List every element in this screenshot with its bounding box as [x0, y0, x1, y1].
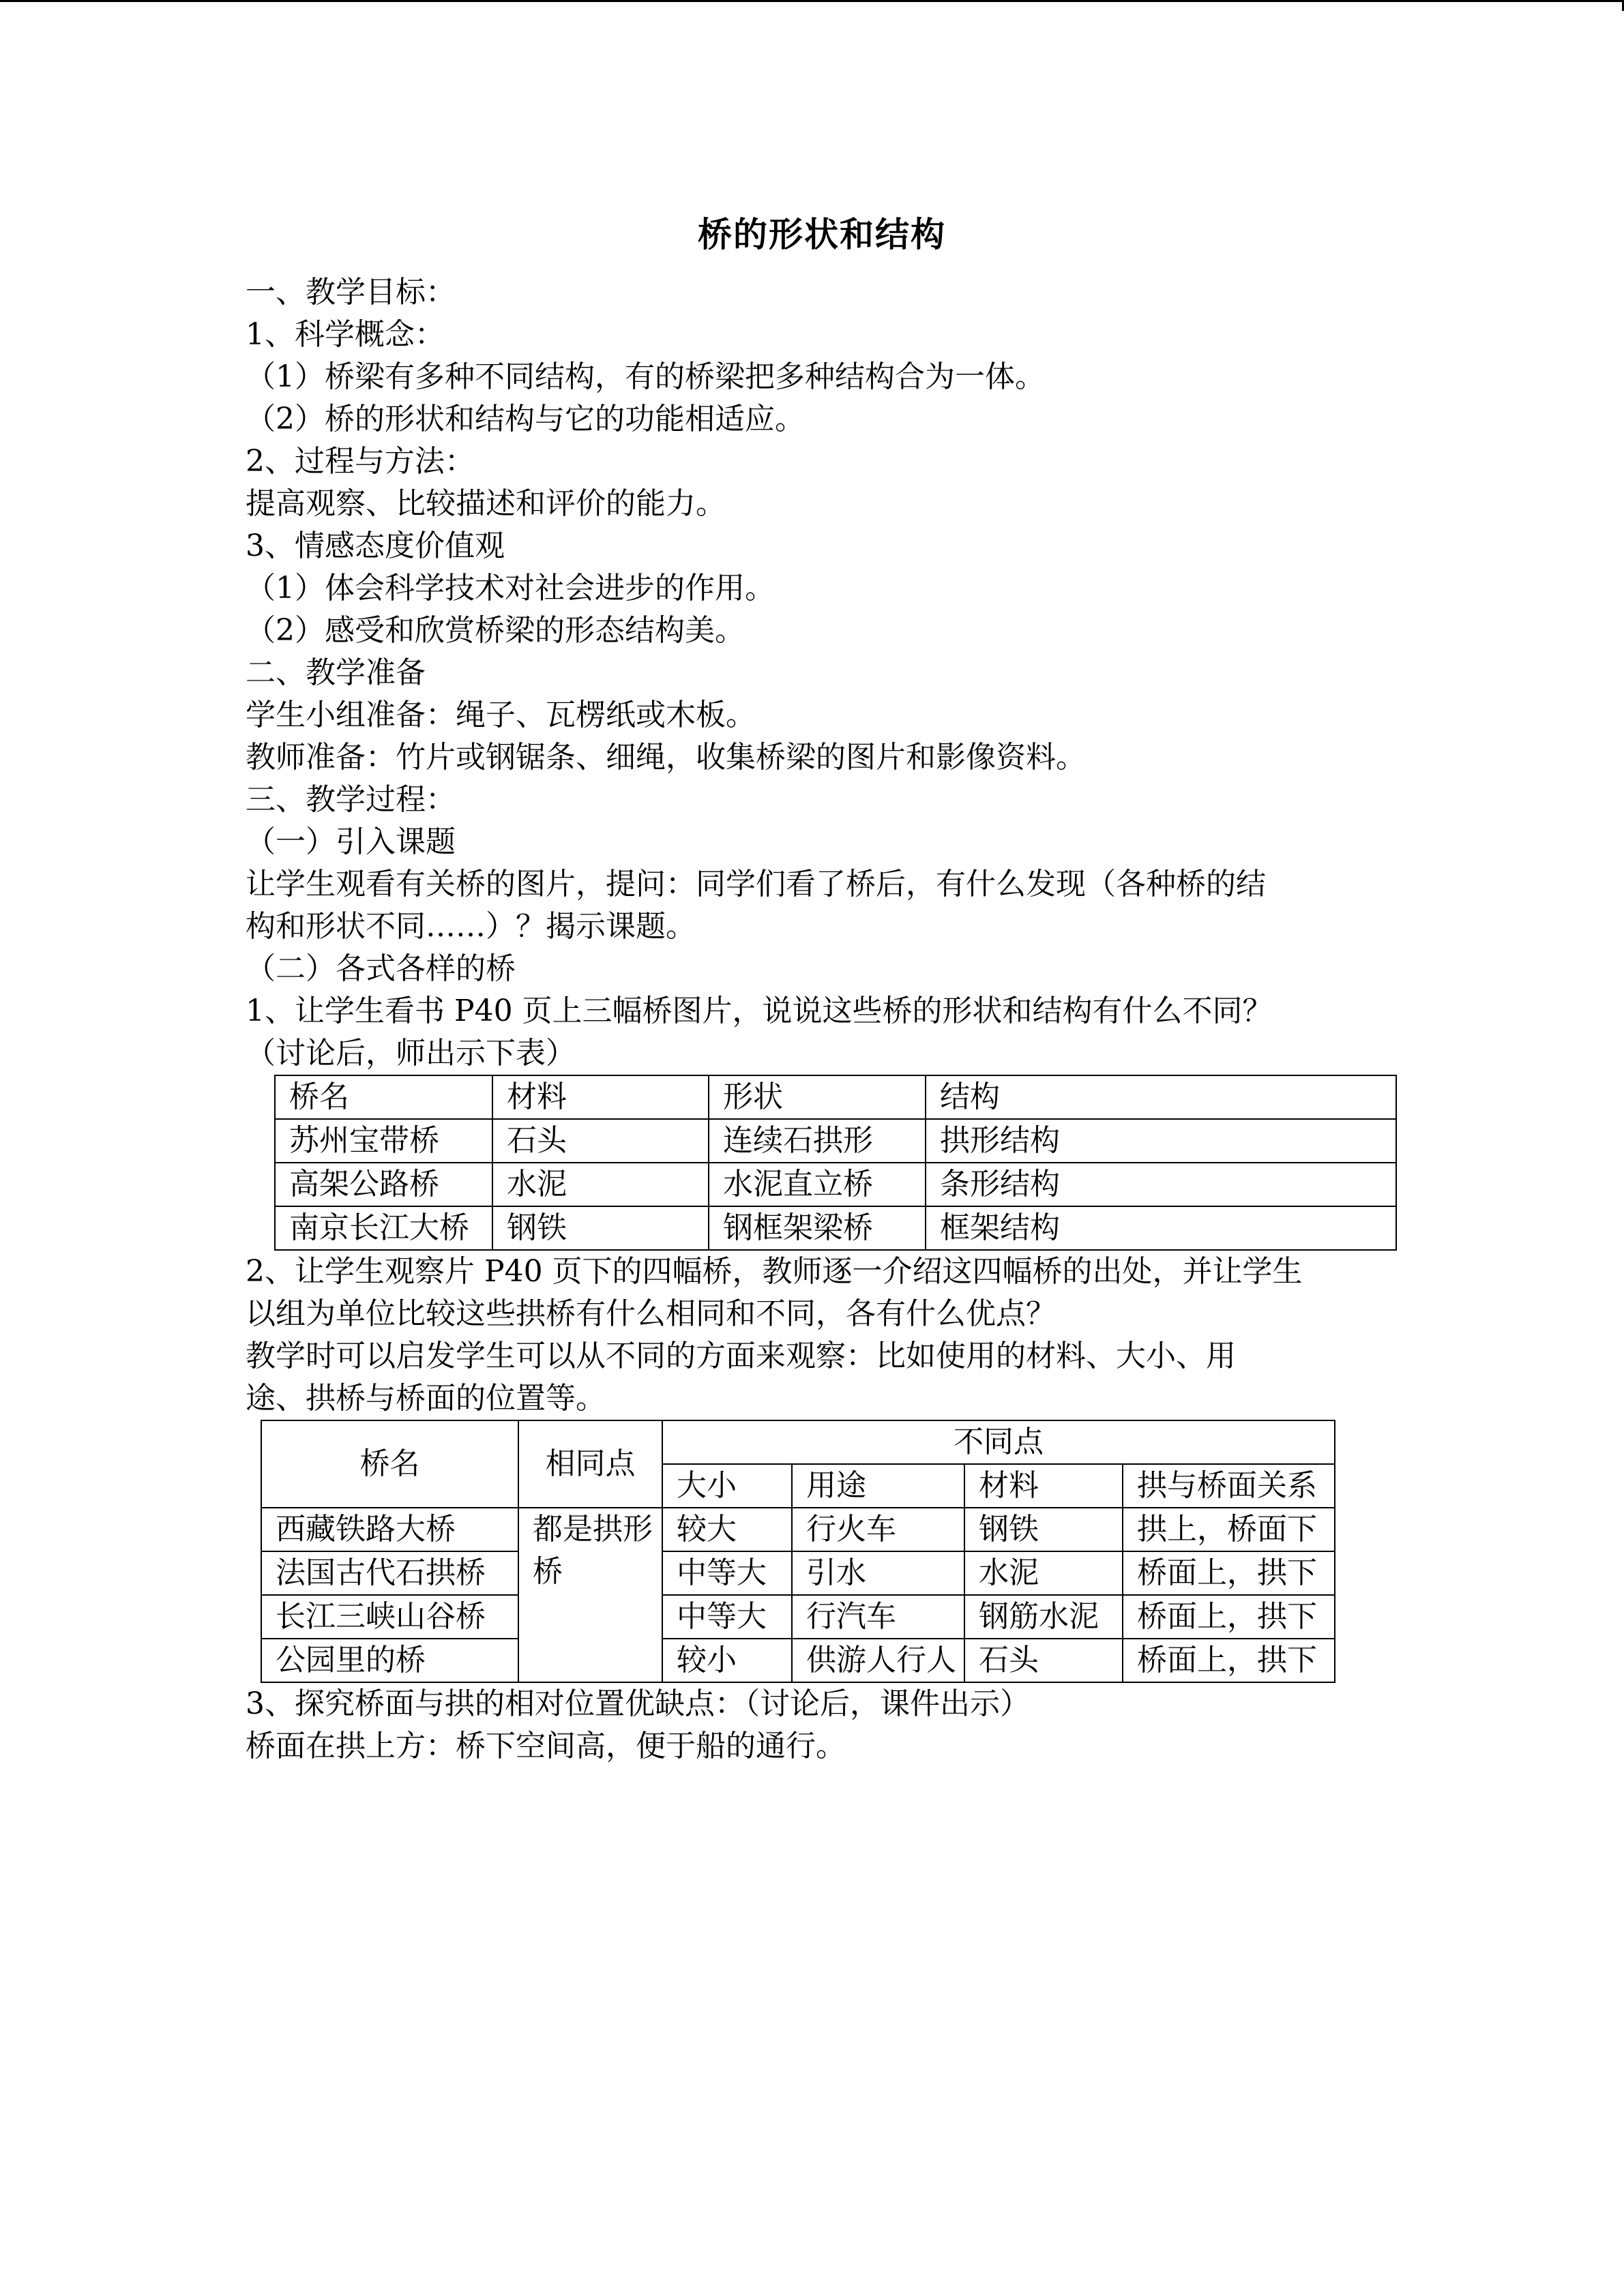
- table-header-cell: 用途: [792, 1464, 964, 1508]
- table-cell: 较小: [662, 1639, 792, 1682]
- table-header-cell: 桥名: [261, 1420, 518, 1508]
- table-cell: 中等大: [662, 1551, 792, 1595]
- text-line: 1、科学概念：: [246, 317, 445, 352]
- table-header-cell: 相同点: [518, 1420, 662, 1508]
- text-line: 2、过程与方法：: [246, 444, 475, 479]
- table-cell: 拱上，桥面下: [1123, 1508, 1335, 1551]
- table-cell: 法国古代石拱桥: [261, 1551, 518, 1595]
- table-row: [275, 1206, 1396, 1250]
- table-cell-merged: 都是拱形桥: [518, 1508, 662, 1682]
- table-row: [261, 1508, 1335, 1551]
- table-cell: 钢筋水泥: [964, 1595, 1123, 1639]
- table-cell: 高架公路桥: [275, 1163, 492, 1206]
- comparison-section: [246, 1251, 1398, 1420]
- text-line: 教师准备：竹片或钢锯条、细绳，收集桥梁的图片和影像资料。: [246, 740, 1086, 775]
- table-header-cell: 拱与桥面关系: [1123, 1464, 1335, 1508]
- text-line: 桥面在拱上方：桥下空间高，便于船的通行。: [246, 1729, 846, 1763]
- table-row: [261, 1595, 1335, 1639]
- table-header-cell: 大小: [662, 1464, 792, 1508]
- text-line: 途、拱桥与桥面的位置等。: [246, 1381, 606, 1416]
- table-row: [275, 1119, 1396, 1163]
- table-cell: 框架结构: [926, 1206, 1396, 1250]
- table-cell: 西藏铁路大桥: [261, 1508, 518, 1551]
- table-cell: 石头: [492, 1119, 709, 1163]
- table-header-cell: 材料: [492, 1075, 709, 1119]
- table-header-cell: 桥名: [275, 1075, 492, 1119]
- table-row: [275, 1163, 1396, 1206]
- objectives-section: [246, 271, 1398, 1075]
- text-line: （2）桥的形状和结构与它的功能相适应。: [246, 402, 805, 436]
- top-border-line: [0, 0, 1624, 2]
- text-line: 一、教学目标：: [246, 275, 456, 310]
- table-cell: 行火车: [792, 1508, 964, 1551]
- table-cell: 水泥: [964, 1551, 1123, 1595]
- table-cell: 桥面上，拱下: [1123, 1595, 1335, 1639]
- table-cell: 桥面上，拱下: [1123, 1551, 1335, 1595]
- table-header-cell: 结构: [926, 1075, 1396, 1119]
- table-cell: 供游人行人: [792, 1639, 964, 1682]
- text-line: 以组为单位比较这些拱桥有什么相同和不同，各有什么优点？: [246, 1296, 1056, 1331]
- table-header-row: [275, 1075, 1396, 1119]
- text-line: （2）感受和欣赏桥梁的形态结构美。: [246, 613, 745, 648]
- table-header-cell: 形状: [709, 1075, 926, 1119]
- table-cell: 石头: [964, 1639, 1123, 1682]
- table-cell: 桥面上，拱下: [1123, 1639, 1335, 1682]
- text-line: 构和形状不同……）？揭示课题。: [246, 909, 696, 944]
- table-row: [261, 1639, 1335, 1682]
- text-line: 提高观察、比较描述和评价的能力。: [246, 486, 726, 521]
- table-cell: 拱形结构: [926, 1119, 1396, 1163]
- table-cell: 公园里的桥: [261, 1639, 518, 1682]
- text-line: （一）引入课题: [246, 824, 456, 859]
- table-cell: 连续石拱形: [709, 1119, 926, 1163]
- table-header-cell: 材料: [964, 1464, 1123, 1508]
- table-cell: 钢铁: [492, 1206, 709, 1250]
- table-cell: 水泥直立桥: [709, 1163, 926, 1206]
- table-cell: 钢框架梁桥: [709, 1206, 926, 1250]
- text-line: 二、教学准备: [246, 655, 426, 690]
- arch-bridge-comparison-table: [261, 1420, 1335, 1683]
- position-section: [246, 1683, 1398, 1768]
- text-line: 1、让学生看书 P40 页上三幅桥图片，说说这些桥的形状和结构有什么不同？: [246, 994, 1273, 1028]
- table-cell: 中等大: [662, 1595, 792, 1639]
- table-cell: 条形结构: [926, 1163, 1396, 1206]
- table-header-cell: 不同点: [662, 1420, 1335, 1464]
- table-cell: 水泥: [492, 1163, 709, 1206]
- table-cell: 引水: [792, 1551, 964, 1595]
- table-cell: 长江三峡山谷桥: [261, 1595, 518, 1639]
- table-cell: 南京长江大桥: [275, 1206, 492, 1250]
- table-cell: 行汽车: [792, 1595, 964, 1639]
- document-page: [246, 205, 1398, 1768]
- text-line: 学生小组准备：绳子、瓦楞纸或木板。: [246, 698, 756, 732]
- document-title: 桥的形状和结构: [698, 214, 946, 254]
- text-line: 三、教学过程：: [246, 782, 456, 817]
- text-line: （讨论后，师出示下表）: [246, 1036, 576, 1071]
- table-cell: 钢铁: [964, 1508, 1123, 1551]
- text-line: 3、情感态度价值观: [246, 528, 505, 563]
- text-line: （1）桥梁有多种不同结构，有的桥梁把多种结构合为一体。: [246, 359, 1045, 394]
- bridge-structure-table: [274, 1075, 1397, 1251]
- text-line: 让学生观看有关桥的图片，提问：同学们看了桥后，有什么发现（各种桥的结: [246, 867, 1266, 901]
- text-line: 2、让学生观察片 P40 页下的四幅桥，教师逐一介绍这四幅桥的出处，并让学生: [246, 1254, 1303, 1289]
- text-line: （1）体会科学技术对社会进步的作用。: [246, 571, 775, 606]
- text-line: 教学时可以启发学生可以从不同的方面来观察：比如使用的材料、大小、用: [246, 1339, 1236, 1373]
- table-cell: 较大: [662, 1508, 792, 1551]
- table-cell: 苏州宝带桥: [275, 1119, 492, 1163]
- text-line: （二）各式各样的桥: [246, 951, 516, 986]
- text-line: 3、探究桥面与拱的相对位置优缺点：（讨论后，课件出示）: [246, 1686, 1030, 1721]
- table-row: [261, 1551, 1335, 1595]
- table-header-row: [261, 1420, 1335, 1464]
